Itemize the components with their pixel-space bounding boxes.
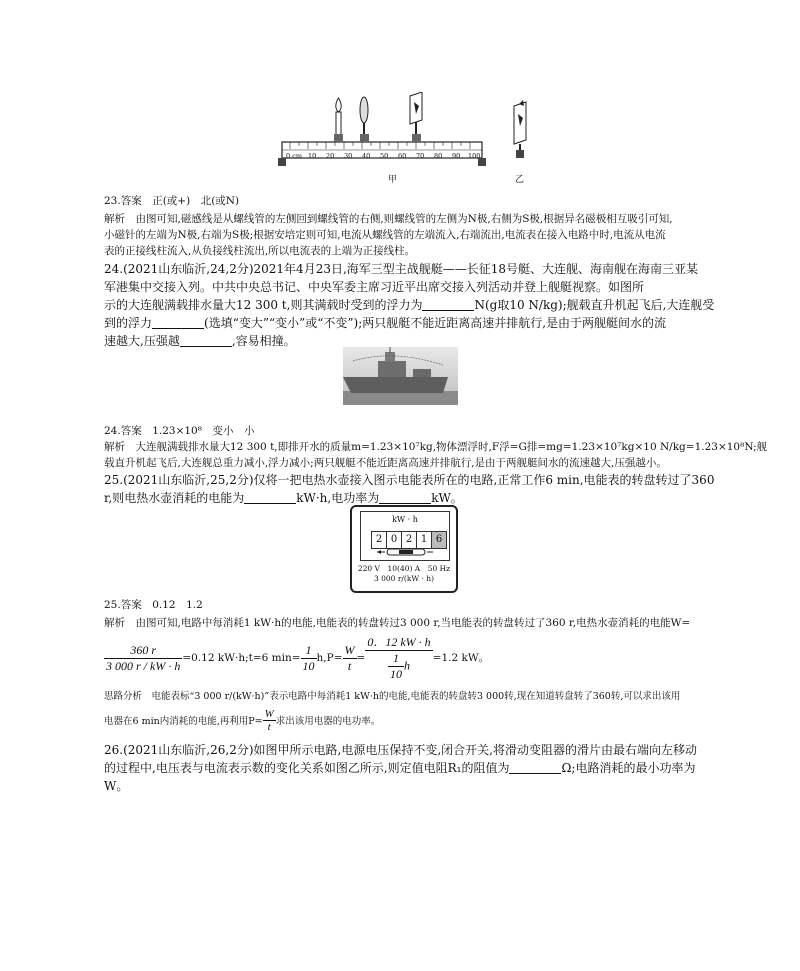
q26-stem-line: W。	[104, 779, 129, 793]
fraction-numerator: 1	[301, 643, 317, 659]
q24-stem-line: 军港集中交接入列。中共中央总书记、中央军委主席习近平出席交接入列活动并登上舰艇视察。如图所	[104, 280, 645, 294]
q25-tip-line: 思路分析 电能表标“3 000 r/(kW·h)”表示电路中每消耗1 kW·h的电能,电能表的转盘转3 000转,现在知道转盘转了360转,可以求出该用	[104, 691, 681, 702]
ruler-label: 80	[434, 152, 443, 160]
answer-blank[interactable]	[379, 491, 431, 504]
formula-text: h	[403, 657, 410, 672]
fraction-numerator: 0．12 kW · h	[367, 634, 431, 649]
fraction	[343, 643, 357, 674]
q25-analysis-line: 解析 由图可知,电路中每消耗1 kW·h的电能,电能表的转盘转过3 000 r,当电能表的转盘转过了360 r,电热水壶消耗的电能W=	[104, 617, 691, 629]
energy-meter	[350, 505, 458, 593]
q24-stem-line	[104, 332, 296, 350]
meter-spec: 220 V 10(40) A 50 Hz	[357, 564, 451, 573]
fraction-numerator: 1	[388, 651, 404, 667]
screen-b-icon	[514, 100, 526, 158]
q25-text: r,则电热水壶消耗的电能为	[104, 491, 245, 505]
q26-stem-line: 26.(2021山东临沂,26,2分)如图甲所示电路,电源电压保持不变,闭合开关,将滑动变阻器的滑片由最右端向左移动	[104, 743, 697, 757]
ruler-label: 10	[308, 152, 317, 160]
answer-blank[interactable]	[422, 298, 474, 311]
q24-text: 示的大连舰满载排水量大12 300 t,则其满载时受到的浮力为	[104, 298, 423, 312]
fraction-numerator: W	[264, 707, 274, 720]
fraction-denominator	[365, 651, 432, 682]
q24-text: 速越大,压强越	[104, 334, 180, 348]
q23-analysis-line: 解析 由图可知,磁感线是从螺线管的左侧回到螺线管的右侧,则螺线管的左侧为N极,右侧为S极,根据异名磁极相互吸引可知,	[104, 213, 673, 225]
answer-blank[interactable]	[152, 316, 204, 329]
meter-digits	[371, 527, 449, 549]
q24-text: 到的浮力	[104, 316, 153, 330]
fraction-denominator: 10	[302, 658, 315, 673]
meter-unit: kW · h	[392, 515, 418, 524]
warship-icon	[343, 347, 458, 405]
q25-stem-line: 25.(2021山东临沂,25,2分)仅将一把电热水壶接入图示电能表所在的电路,正常工作6 min,电能表的转盘转过了360	[104, 473, 715, 487]
ruler-label: 40	[362, 152, 371, 160]
formula-text: =0.12 kW·h;t=6 min=	[182, 651, 301, 664]
q24-text: N(g取10 N/kg);舰载直升机起飞后,大连舰受	[474, 298, 715, 312]
answer-blank[interactable]	[180, 334, 232, 347]
optical-bench-drawing	[270, 92, 540, 187]
q25-answer: 25.答案 0.12 1.2	[104, 599, 203, 611]
fraction-denominator: t	[267, 720, 271, 733]
answer-blank[interactable]	[244, 491, 296, 504]
q26-stem-line	[104, 759, 695, 777]
warship-photo	[343, 347, 458, 405]
formula-text: =	[356, 651, 366, 664]
q24-stem-line: 24.(2021山东临沂,24,2分)2021年4月23日,海军三型主战舰艇——长征18号艇、大连舰、海南舰在海南三亚某	[104, 262, 699, 276]
fraction-denominator: 10	[389, 666, 402, 681]
ruler-label: 50	[380, 152, 389, 160]
q24-analysis-line: 解析 大连舰满载排水量大12 300 t,即排开水的质量m=1.23×10⁷kg,物体漂浮时,F浮=G排=mg=1.23×10⁷kg×10 N/kg=1.23×10⁸N;舰	[104, 441, 768, 453]
fraction	[301, 643, 317, 674]
fraction-numerator: 360 r	[104, 643, 182, 659]
fraction	[388, 651, 404, 682]
meter-digit: 1	[416, 531, 432, 549]
q23-analysis-line: 表的正接线柱流入,从负接线柱流出,所以电流表的上端为正接线柱。	[104, 245, 416, 257]
meter-digit: 0	[386, 531, 402, 549]
q25-text: kW·h,电功率为	[296, 491, 380, 505]
q24-stem-line	[104, 296, 714, 314]
q24-answer: 24.答案 1.23×10⁸ 变小 小	[104, 425, 255, 437]
ruler-label: 100	[468, 152, 481, 160]
screen-icon	[410, 92, 422, 142]
q25-tip-line	[104, 706, 380, 734]
q23-answer: 23.答案 正(或+) 北(或N)	[104, 195, 240, 207]
fraction-denominator: t	[347, 658, 352, 673]
ruler-label: 90	[452, 152, 461, 160]
q23-analysis-line: 小磁针的左端为N极,右端为S极;根据安培定则可知,电流从螺线管的左端流入,右端流出,电流表在接入电路中时,电流从电流	[104, 229, 666, 241]
tip-text: 电器在6 min内消耗的电能,再利用P=	[104, 716, 263, 727]
fraction	[104, 643, 182, 674]
answer-blank[interactable]	[509, 761, 561, 774]
caption-a: 甲	[388, 175, 398, 185]
fraction	[263, 708, 276, 733]
q24-text: (选填“变大”“变小”或“不变”);两只舰艇不能近距离高速并排航行,是由于两舰艇间水的流	[204, 316, 667, 330]
tip-text: 求出该用电器的电功率。	[275, 716, 381, 727]
formula-text: h,P=	[316, 651, 343, 664]
q24-analysis-line: 载直升机起飞后,大连舰总重力减小,浮力减小;两只舰艇不能近距离高速并排航行,是由于两舰艇间水的流速越大,压强越小。	[104, 457, 667, 469]
q25-formula-line	[104, 636, 489, 680]
q26-text: Ω;电路消耗的最小功率为	[561, 761, 696, 775]
fraction-denominator: 3 000 r / kW · h	[106, 658, 181, 673]
caption-b: 乙	[515, 175, 525, 185]
meter-digit: 2	[371, 531, 387, 549]
meter-spec: 3 000 r/(kW · h)	[373, 574, 435, 583]
turntable-icon	[375, 547, 435, 557]
meter-digit: 6	[431, 531, 447, 549]
fraction-numerator: W	[344, 642, 355, 657]
optical-bench-figure	[270, 92, 540, 187]
ruler-label: 20	[326, 152, 335, 160]
q24-stem-line	[104, 314, 666, 332]
ruler-label: 0 cm	[286, 152, 303, 160]
q25-text: kW。	[431, 491, 463, 505]
lens-icon	[360, 97, 369, 142]
fraction	[365, 635, 432, 682]
q26-text: 的过程中,电压表与电流表示数的变化关系如图乙所示,则定值电阻R₁的阻值为	[104, 761, 510, 775]
candle-icon	[334, 98, 343, 142]
ruler-label: 70	[416, 152, 425, 160]
meter-digit: 2	[401, 531, 417, 549]
ruler-label: 30	[344, 152, 353, 160]
q24-text: ,容易相撞。	[231, 334, 296, 348]
meter-window	[360, 511, 450, 561]
ruler-label: 60	[398, 152, 407, 160]
formula-text: =1.2 kW。	[432, 651, 490, 664]
